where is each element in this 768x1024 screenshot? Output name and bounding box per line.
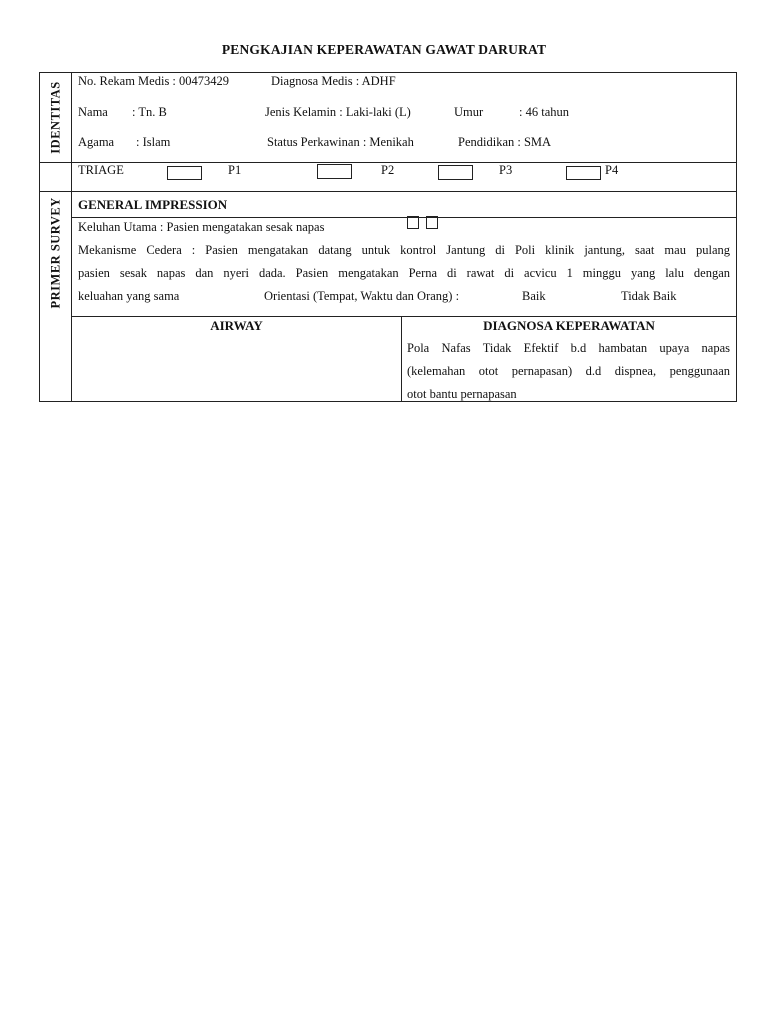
left-column-divider — [71, 73, 72, 401]
diagnosa-line-2: (kelemahan otot pernapasan) d.d dispnea, penggunaan — [407, 364, 730, 378]
triage-option-p1: P1 — [228, 163, 242, 177]
nama-label: Nama — [78, 105, 108, 119]
agama-value: : Islam — [136, 135, 171, 149]
mekanisme-cedera-line-2: pasien sesak napas dan nyeri dada. Pasien mengatakan Perna di rawat di acvicu 1 minggu yang lalu dengan — [78, 266, 730, 280]
triage-checkbox-p4[interactable] — [566, 166, 601, 180]
jenis-kelamin: Jenis Kelamin : Laki-laki (L) — [265, 105, 411, 119]
triage-checkbox-p1[interactable] — [167, 166, 202, 180]
triage-option-p3: P3 — [499, 163, 513, 177]
rekam-medis: No. Rekam Medis : 00473429 — [78, 74, 230, 88]
triage-option-p4: P4 — [605, 163, 619, 177]
orientasi-checkbox-baik[interactable] — [407, 216, 419, 229]
orientasi-baik: Baik — [522, 289, 546, 303]
triage-checkbox-p2[interactable] — [317, 164, 352, 179]
section-label-primer-survey: PRIMER SURVEY — [48, 197, 63, 309]
orientasi-tidak-baik: Tidak Baik — [621, 289, 677, 303]
triage-bottom-divider — [40, 191, 736, 192]
section-label-identitas: IDENTITAS — [48, 81, 63, 154]
umur-value: : 46 tahun — [519, 105, 569, 119]
orientasi-checkbox-tidak-baik[interactable] — [426, 216, 438, 229]
page-title: PENGKAJIAN KEPERAWATAN GAWAT DARURAT — [221, 42, 547, 57]
orientasi-label: Orientasi (Tempat, Waktu dan Orang) : — [264, 289, 460, 303]
pendidikan: Pendidikan : SMA — [458, 135, 552, 149]
general-impression-divider — [71, 217, 736, 218]
assessment-form — [39, 72, 737, 402]
diagnosa-medis: Diagnosa Medis : ADHF — [271, 74, 396, 88]
diagnosa-line-3: otot bantu pernapasan — [407, 387, 517, 401]
agama-label: Agama — [78, 135, 115, 149]
airway-top-divider — [71, 316, 736, 317]
umur-label: Umur — [454, 105, 484, 119]
triage-checkbox-p3[interactable] — [438, 165, 473, 180]
mekanisme-cedera-line-3: keluahan yang sama — [78, 289, 180, 303]
general-impression-heading: GENERAL IMPRESSION — [78, 197, 228, 212]
diagnosa-line-1: Pola Nafas Tidak Efektif b.d hambatan upaya napas — [407, 341, 730, 355]
triage-label: TRIAGE — [78, 163, 124, 177]
status-perkawinan: Status Perkawinan : Menikah — [267, 135, 414, 149]
nama-value: : Tn. B — [132, 105, 167, 119]
diagnosa-heading: DIAGNOSA KEPERAWATAN — [483, 318, 655, 333]
keluhan-utama: Keluhan Utama : Pasien mengatakan sesak napas — [78, 220, 325, 234]
triage-option-p2: P2 — [381, 163, 395, 177]
mekanisme-cedera-line-1: Mekanisme Cedera : Pasien mengatakan datang untuk kontrol Jantung di Poli klinik jantung, saat mau pulang — [78, 243, 730, 257]
airway-heading: AIRWAY — [210, 318, 263, 333]
